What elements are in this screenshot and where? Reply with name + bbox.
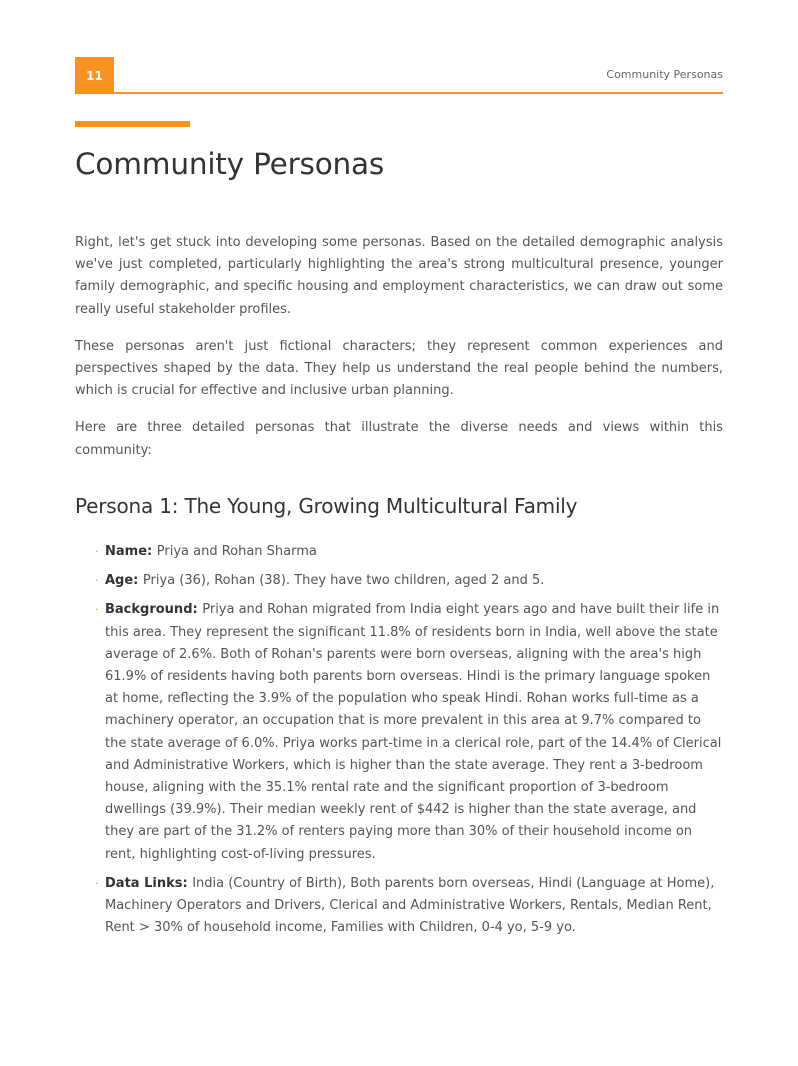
field-label: Background: [105, 602, 203, 618]
intro-paragraph: Here are three detailed personas that illustrate the diverse needs and views within this community: [75, 420, 723, 458]
field-label: Data Links: [105, 875, 193, 891]
bullet-icon: · [95, 603, 99, 617]
field-value: India (Country of Birth), Both parents born overseas, Hindi (Language at Home), Machinery Operators and Drivers, Clerical and Administrative Workers, Rentals, Median Rent, Rent > 30% of household income, Families with Children, 0-4 yo, 5-9 yo. [105, 875, 715, 936]
field-label: Name: [105, 544, 157, 559]
field-value: Priya (36), Rohan (38). They have two children, aged 2 and 5. [142, 573, 545, 589]
persona-1-details [95, 541, 723, 946]
intro-paragraph: These personas aren't just fictional characters; they represent common experiences and perspectives shaped by the data. They help us understand the real people behind the numbers, which is crucial for effective and inclusive urban planning. [75, 338, 723, 399]
intro-section [75, 232, 723, 477]
list-item-name [95, 541, 723, 563]
running-title: Community Personas [606, 68, 723, 81]
bullet-icon: · [95, 876, 99, 890]
page-number: 11 [75, 57, 114, 94]
list-item-background [95, 599, 723, 865]
header-rule [114, 92, 723, 94]
bullet-icon: · [95, 545, 99, 558]
list-item-data-links [95, 873, 723, 940]
title-accent-bar [75, 121, 190, 127]
field-value: Priya and Rohan migrated from India eight years ago and have built their life in this area. They represent the significant 11.8% of residents born in India, well above the state average of 2.6%. Both of Rohan's parents were born overseas, aligning with the area's high 61.9% of residents having both parents born overseas. Hindi is the primary language spoken at home, reflecting the 3.9% of the population who speak Hindi. Rohan works full-time as a machinery operator, an occupation that is more prevalent in this area at 9.7% compared to the state average of 6.0%. Priya works part-time in a clerical role, part of the 14.4% of Clerical and Administrative Workers, which is higher than the state average. They rent a 3-bedroom house, aligning with the 35.1% rental rate and the significant proportion of 3-bedroom dwellings (39.9%). Their median weekly rent of $442 is higher than the state average, and they are part of the 31.2% of renters paying more than 30% of their household income on rent, highlighting cost-of-living pressures. [105, 602, 722, 862]
page-title: Community Personas [75, 147, 385, 181]
intro-paragraph: Right, let's get stuck into developing some personas. Based on the detailed demographic analysis we've just completed, particularly highlighting the area's strong multicultural presence, younger family demographic, and specific housing and employment characteristics, we can draw out some really useful stakeholder profiles. [75, 235, 723, 317]
field-value: Priya and Rohan Sharma [156, 544, 317, 559]
field-label: Age: [105, 573, 143, 589]
list-item-age [95, 570, 723, 592]
bullet-icon: · [95, 574, 99, 588]
persona-1-heading: Persona 1: The Young, Growing Multicultural Family [75, 494, 578, 518]
